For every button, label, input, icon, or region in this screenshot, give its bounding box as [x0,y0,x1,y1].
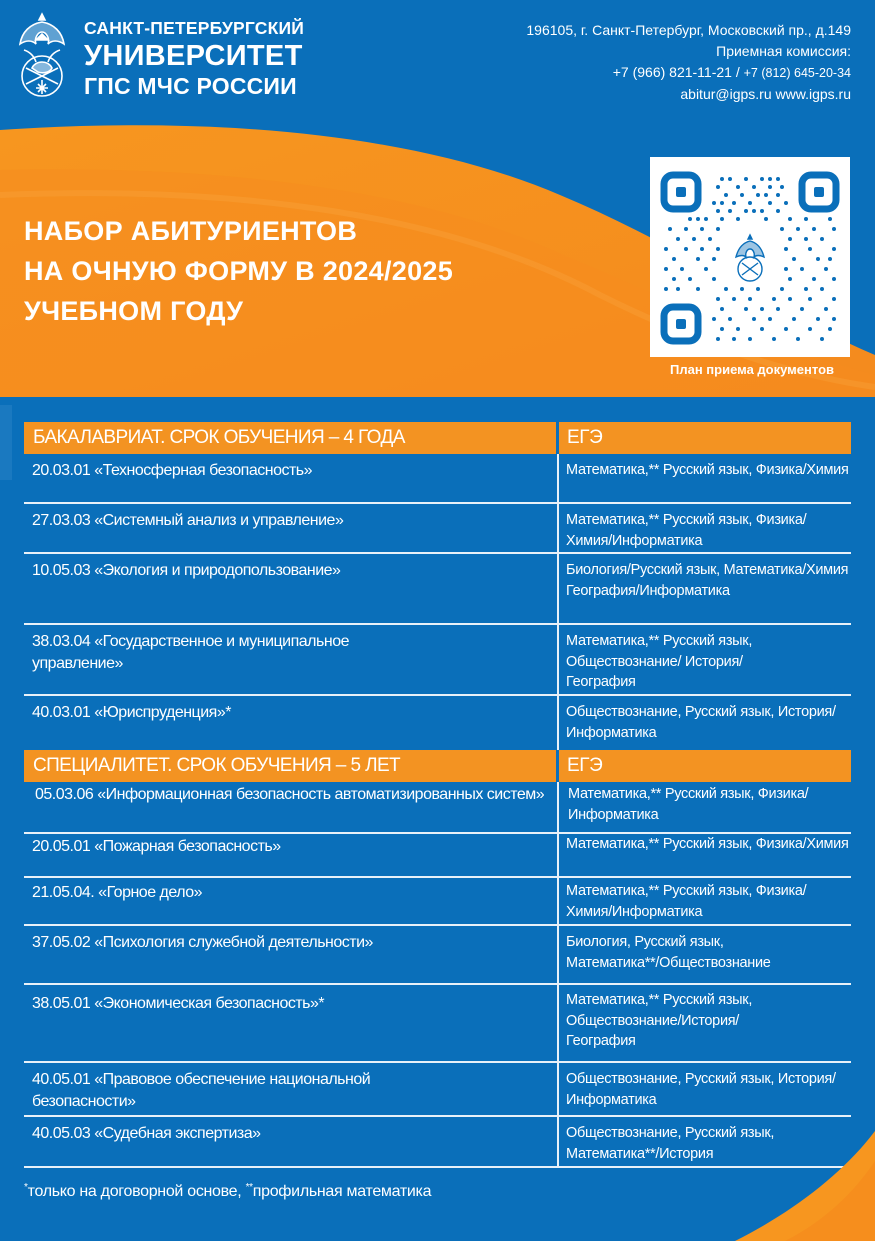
program-name: 20.05.01 «Пожарная безопасность» [32,838,281,855]
table-row [24,985,851,1063]
table-row [24,878,851,926]
exam-subjects: Математика,** Русский язык, Физика/Информатика [568,786,809,823]
specialist-section-header [24,750,851,782]
program-name: 38.05.01 «Экономическая безопасность»* [32,995,325,1012]
exam-subjects: Математика,** Русский язык, Физика/Химия [566,462,849,478]
contact-info [526,20,851,105]
footnote-mark-1: * [24,1182,28,1193]
program-name: 05.03.06 «Информационная безопасность автоматизированных систем» [35,786,545,803]
exam-subjects: Математика,** Русский язык, Обществознание/История/ География [566,992,753,1049]
logo-line-1: САНКТ-ПЕТЕРБУРГСКИЙ [84,18,305,38]
program-name: 38.03.04 «Государственное и муниципальное управление» [32,633,349,672]
logo-line-2: УНИВЕРСИТЕТ [84,39,303,72]
program-name: 10.05.03 «Экология и природопользование» [32,562,341,579]
logo-line-3: ГПС МЧС РОССИИ [84,72,297,99]
exam-subjects: Обществознание, Русский язык, История/Информатика [566,704,836,741]
footnote-text-2: профильная математика [252,1183,432,1200]
exam-subjects: Обществознание, Русский язык, История/Информатика [566,1071,836,1108]
table-row [24,1063,851,1117]
table-row [24,554,851,625]
program-name: 40.03.01 «Юриспруденция»* [32,704,231,721]
program-name: 21.05.04. «Горное дело» [32,884,203,901]
address: 196105, г. Санкт-Петербург, Московский пр., д.149 [526,22,851,38]
footnote-mark-2: ** [245,1182,253,1193]
table-row [24,926,851,985]
phones [526,62,851,84]
exam-subjects: Математика,** Русский язык, Физика/Химия/Информатика [566,883,807,920]
bachelor-exam-header: ЕГЭ [559,422,851,454]
exam-subjects: Математика,** Русский язык, Физика/Химия/Информатика [566,512,807,549]
program-name: 27.03.03 «Системный анализ и управление» [32,512,344,529]
qr-code-icon[interactable] [650,157,850,357]
title-line-1: НАБОР АБИТУРИЕНТОВ [24,216,358,246]
qr-caption: План приема документов [669,362,834,377]
decorative-stripe [0,405,12,480]
exam-subjects: Обществознание, Русский язык, Математика**/История [566,1125,775,1162]
table-row [24,834,851,878]
bachelor-section-header [24,422,851,454]
header [0,0,875,130]
table-row [24,782,851,834]
exam-subjects: Математика,** Русский язык, Обществознание/ История/География [566,633,753,690]
title-line-2: НА ОЧНУЮ ФОРМУ В 2024/2025 [24,256,454,286]
bachelor-header-title: БАКАЛАВРИАТ. СРОК ОБУЧЕНИЯ – 4 ГОДА [24,422,556,454]
emblem-icon [16,10,68,98]
corner-wave-decoration [715,1131,875,1241]
footnote [24,1182,431,1201]
qr-center-emblem-icon [736,235,764,281]
exam-subjects: Биология/Русский язык, Математика/Химия География/Информатика [566,562,849,599]
exam-subjects: Математика,** Русский язык, Физика/Химия [566,836,849,852]
exam-subjects: Биология, Русский язык, Математика**/Обществознание [566,934,771,971]
program-name: 37.05.02 «Психология служебной деятельности» [32,934,373,951]
table-row [24,454,851,504]
program-name: 20.03.01 «Техносферная безопасность» [32,462,313,479]
table-row [24,625,851,696]
program-name: 40.05.03 «Судебная экспертиза» [32,1125,261,1142]
footnote-text-1: только на договорной основе, [27,1183,246,1200]
phone-main[interactable]: +7 (966) 821-11-21 / [612,64,744,80]
phone-secondary[interactable]: +7 (812) 645-20-34 [743,66,851,80]
program-name: 40.05.01 «Правовое обеспечение национальной безопасности» [32,1071,371,1110]
admissions-label: Приемная комиссия: [716,43,851,59]
title-line-3: УЧЕБНОМ ГОДУ [24,296,244,326]
page-title [24,211,453,331]
university-logo-text [84,20,304,98]
specialist-exam-header: ЕГЭ [559,750,851,782]
table-row [24,504,851,554]
specialist-header-title: СПЕЦИАЛИТЕТ. СРОК ОБУЧЕНИЯ – 5 ЛЕТ [24,750,556,782]
email-website[interactable]: abitur@igps.ru www.igps.ru [680,86,851,102]
table-row [24,696,851,748]
